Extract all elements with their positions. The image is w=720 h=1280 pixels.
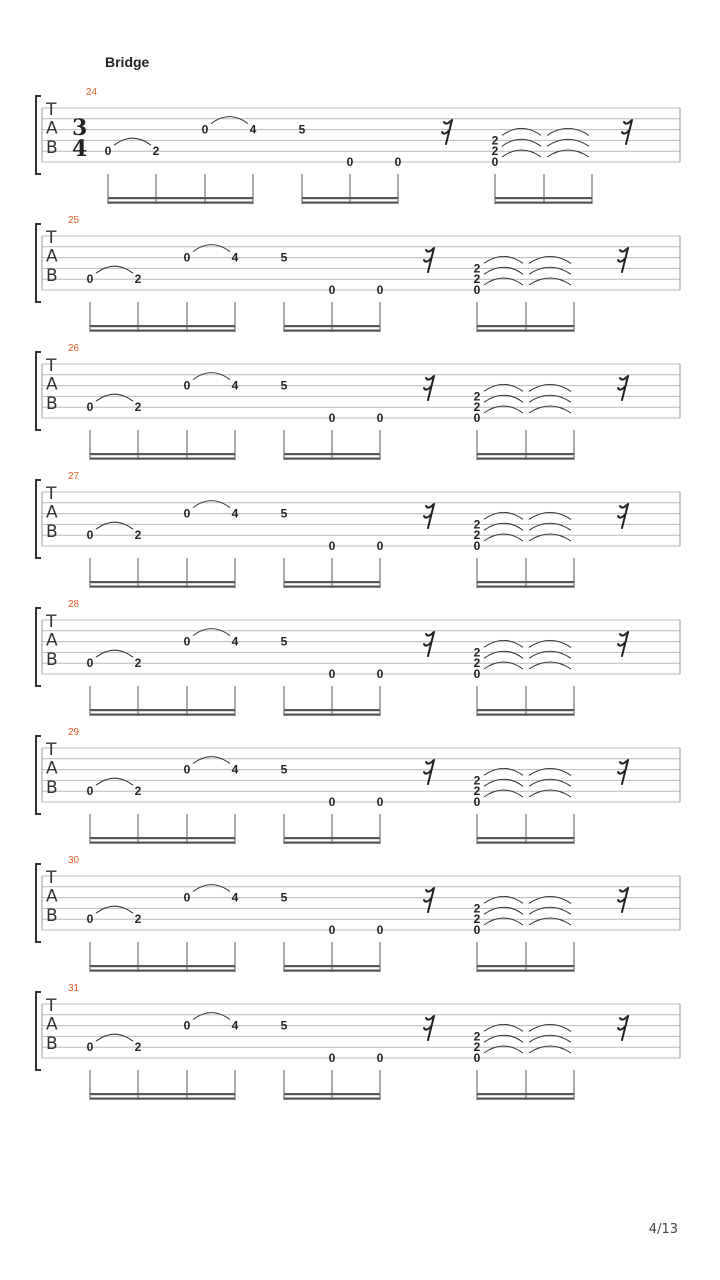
tie-arc bbox=[193, 629, 230, 636]
beam bbox=[284, 1098, 380, 1100]
fret-number: 4 bbox=[231, 890, 239, 905]
beam bbox=[302, 202, 398, 204]
fret-number: 0 bbox=[473, 283, 481, 297]
fret-number: 4 bbox=[231, 506, 239, 521]
tab-letter-b: B bbox=[46, 394, 58, 415]
fret-number: 0 bbox=[183, 890, 191, 905]
tab-letter-t: T bbox=[46, 868, 57, 888]
tie-arc bbox=[211, 117, 248, 124]
beam bbox=[284, 458, 380, 460]
tab-letter-t: T bbox=[46, 100, 57, 120]
fret-number: 4 bbox=[231, 378, 239, 393]
beam bbox=[477, 458, 574, 460]
tie-arc bbox=[193, 245, 230, 252]
fret-number: 2 bbox=[473, 656, 481, 671]
beam bbox=[477, 837, 574, 839]
fret-number: 4 bbox=[231, 1018, 239, 1033]
beam bbox=[90, 842, 235, 844]
tab-letter-a: A bbox=[46, 630, 58, 651]
fret-number: 2 bbox=[473, 901, 481, 916]
fret-number: 0 bbox=[376, 667, 384, 681]
fret-number: 0 bbox=[473, 923, 481, 937]
tab-letter-b: B bbox=[46, 778, 58, 799]
tab-letter-b: B bbox=[46, 906, 58, 927]
beam bbox=[90, 586, 235, 588]
fret-number: 0 bbox=[183, 250, 191, 265]
beam bbox=[302, 197, 398, 199]
tab-letter-b: B bbox=[46, 1034, 58, 1055]
tab-letter-a: A bbox=[46, 886, 58, 907]
beam bbox=[108, 197, 253, 199]
beam bbox=[90, 709, 235, 711]
beam bbox=[284, 453, 380, 455]
tab-letter-t: T bbox=[46, 740, 57, 760]
tie-arc bbox=[96, 906, 133, 913]
beam bbox=[477, 714, 574, 716]
fret-number: 2 bbox=[473, 1040, 481, 1055]
beam bbox=[90, 837, 235, 839]
system-bracket bbox=[36, 96, 41, 174]
fret-number: 0 bbox=[86, 1040, 94, 1055]
fret-number: 2 bbox=[473, 389, 481, 404]
fret-number: 4 bbox=[249, 122, 257, 137]
measure-number: 27 bbox=[68, 471, 80, 482]
beam bbox=[90, 581, 235, 583]
fret-number: 0 bbox=[86, 784, 94, 799]
measure-number: 24 bbox=[86, 87, 98, 98]
fret-number: 2 bbox=[473, 272, 481, 287]
tab-letter-b: B bbox=[46, 138, 58, 159]
beam bbox=[90, 325, 235, 327]
measure-number: 31 bbox=[68, 983, 80, 994]
fret-number: 0 bbox=[376, 539, 384, 553]
beam bbox=[90, 458, 235, 460]
beam bbox=[90, 1093, 235, 1095]
tie-arc bbox=[96, 1034, 133, 1041]
fret-number: 0 bbox=[183, 378, 191, 393]
beam bbox=[477, 325, 574, 327]
beam bbox=[90, 453, 235, 455]
fret-number: 4 bbox=[231, 250, 239, 265]
fret-number: 0 bbox=[86, 528, 94, 543]
tab-letter-b: B bbox=[46, 522, 58, 543]
fret-number: 5 bbox=[280, 762, 288, 777]
beam bbox=[284, 581, 380, 583]
beam bbox=[284, 842, 380, 844]
beam bbox=[108, 202, 253, 204]
section-title: Bridge bbox=[105, 54, 150, 70]
beam bbox=[90, 1098, 235, 1100]
fret-number: 0 bbox=[86, 912, 94, 927]
fret-number: 0 bbox=[328, 923, 336, 937]
tab-letter-t: T bbox=[46, 996, 57, 1016]
tab-letter-a: A bbox=[46, 118, 58, 139]
beam bbox=[477, 581, 574, 583]
fret-number: 0 bbox=[183, 762, 191, 777]
fret-number: 0 bbox=[473, 795, 481, 809]
fret-number: 0 bbox=[183, 634, 191, 649]
system-bracket bbox=[36, 608, 41, 686]
fret-number: 0 bbox=[376, 411, 384, 425]
tab-letter-a: A bbox=[46, 502, 58, 523]
tab-letter-a: A bbox=[46, 1014, 58, 1035]
measure-number: 29 bbox=[68, 727, 80, 738]
fret-number: 0 bbox=[328, 667, 336, 681]
beam bbox=[477, 330, 574, 332]
beam bbox=[284, 714, 380, 716]
fret-number: 0 bbox=[328, 283, 336, 297]
fret-number: 2 bbox=[134, 784, 142, 799]
beam bbox=[284, 325, 380, 327]
beam bbox=[284, 586, 380, 588]
tab-letter-t: T bbox=[46, 612, 57, 632]
fret-number: 2 bbox=[473, 912, 481, 927]
time-signature-bottom: 4 bbox=[72, 136, 88, 162]
system-bracket bbox=[36, 224, 41, 302]
fret-number: 2 bbox=[152, 144, 160, 159]
fret-number: 2 bbox=[134, 528, 142, 543]
beam bbox=[90, 970, 235, 972]
fret-number: 2 bbox=[473, 1029, 481, 1044]
fret-number: 2 bbox=[134, 912, 142, 927]
tie-arc bbox=[96, 394, 133, 401]
fret-number: 5 bbox=[280, 634, 288, 649]
fret-number: 0 bbox=[328, 1051, 336, 1065]
fret-number: 0 bbox=[86, 656, 94, 671]
fret-number: 0 bbox=[473, 539, 481, 553]
fret-number: 0 bbox=[491, 155, 499, 169]
fret-number: 2 bbox=[473, 400, 481, 415]
measure-number: 30 bbox=[68, 855, 80, 866]
fret-number: 2 bbox=[134, 1040, 142, 1055]
fret-number: 2 bbox=[473, 645, 481, 660]
fret-number: 0 bbox=[86, 400, 94, 415]
system-bracket bbox=[36, 352, 41, 430]
fret-number: 2 bbox=[134, 272, 142, 287]
measure-number: 28 bbox=[68, 599, 80, 610]
fret-number: 0 bbox=[376, 1051, 384, 1065]
beam bbox=[284, 1093, 380, 1095]
tie-arc bbox=[193, 373, 230, 380]
beam bbox=[477, 1093, 574, 1095]
measure-number: 26 bbox=[68, 343, 80, 354]
fret-number: 0 bbox=[328, 539, 336, 553]
tie-arc bbox=[114, 138, 151, 145]
fret-number: 0 bbox=[394, 155, 402, 169]
fret-number: 2 bbox=[134, 400, 142, 415]
fret-number: 0 bbox=[328, 795, 336, 809]
beam bbox=[477, 709, 574, 711]
beam bbox=[477, 1098, 574, 1100]
measure-number: 25 bbox=[68, 215, 80, 226]
system-bracket bbox=[36, 480, 41, 558]
fret-number: 2 bbox=[134, 656, 142, 671]
fret-number: 0 bbox=[473, 667, 481, 681]
tab-letter-t: T bbox=[46, 356, 57, 376]
beam bbox=[90, 330, 235, 332]
tab-letter-t: T bbox=[46, 484, 57, 504]
fret-number: 5 bbox=[280, 378, 288, 393]
fret-number: 2 bbox=[473, 528, 481, 543]
beam bbox=[90, 965, 235, 967]
fret-number: 0 bbox=[376, 283, 384, 297]
fret-number: 5 bbox=[280, 250, 288, 265]
fret-number: 0 bbox=[346, 155, 354, 169]
fret-number: 5 bbox=[298, 122, 306, 137]
tie-arc bbox=[193, 501, 230, 508]
fret-number: 5 bbox=[280, 1018, 288, 1033]
tie-arc bbox=[193, 757, 230, 764]
system-bracket bbox=[36, 864, 41, 942]
tie-arc bbox=[96, 266, 133, 273]
tie-arc bbox=[96, 778, 133, 785]
system-bracket bbox=[36, 992, 41, 1070]
beam bbox=[284, 330, 380, 332]
fret-number: 0 bbox=[473, 1051, 481, 1065]
beam bbox=[477, 586, 574, 588]
beam bbox=[477, 842, 574, 844]
system-bracket bbox=[36, 736, 41, 814]
tie-arc bbox=[193, 1013, 230, 1020]
fret-number: 0 bbox=[86, 272, 94, 287]
fret-number: 0 bbox=[473, 411, 481, 425]
tab-letter-t: T bbox=[46, 228, 57, 248]
page-number: 4/13 bbox=[648, 1222, 678, 1237]
beam bbox=[477, 453, 574, 455]
tie-arc bbox=[96, 650, 133, 657]
beam bbox=[477, 965, 574, 967]
fret-number: 0 bbox=[183, 506, 191, 521]
fret-number: 2 bbox=[473, 517, 481, 532]
beam bbox=[284, 970, 380, 972]
tab-letter-b: B bbox=[46, 650, 58, 671]
beam bbox=[284, 837, 380, 839]
fret-number: 2 bbox=[473, 784, 481, 799]
fret-number: 5 bbox=[280, 890, 288, 905]
fret-number: 2 bbox=[473, 773, 481, 788]
tab-letter-a: A bbox=[46, 246, 58, 267]
beam bbox=[90, 714, 235, 716]
beam bbox=[495, 202, 592, 204]
beam bbox=[495, 197, 592, 199]
tab-letter-a: A bbox=[46, 758, 58, 779]
beam bbox=[477, 970, 574, 972]
fret-number: 5 bbox=[280, 506, 288, 521]
beam bbox=[284, 965, 380, 967]
tab-letter-b: B bbox=[46, 266, 58, 287]
fret-number: 0 bbox=[104, 144, 112, 159]
beam bbox=[284, 709, 380, 711]
time-signature-top: 3 bbox=[72, 115, 88, 141]
tab-letter-a: A bbox=[46, 374, 58, 395]
tie-arc bbox=[96, 522, 133, 529]
fret-number: 0 bbox=[183, 1018, 191, 1033]
fret-number: 2 bbox=[473, 261, 481, 276]
tie-arc bbox=[193, 885, 230, 892]
fret-number: 0 bbox=[201, 122, 209, 137]
fret-number: 4 bbox=[231, 762, 239, 777]
fret-number: 2 bbox=[491, 133, 499, 148]
fret-number: 2 bbox=[491, 144, 499, 159]
fret-number: 0 bbox=[328, 411, 336, 425]
fret-number: 0 bbox=[376, 923, 384, 937]
fret-number: 0 bbox=[376, 795, 384, 809]
fret-number: 4 bbox=[231, 634, 239, 649]
